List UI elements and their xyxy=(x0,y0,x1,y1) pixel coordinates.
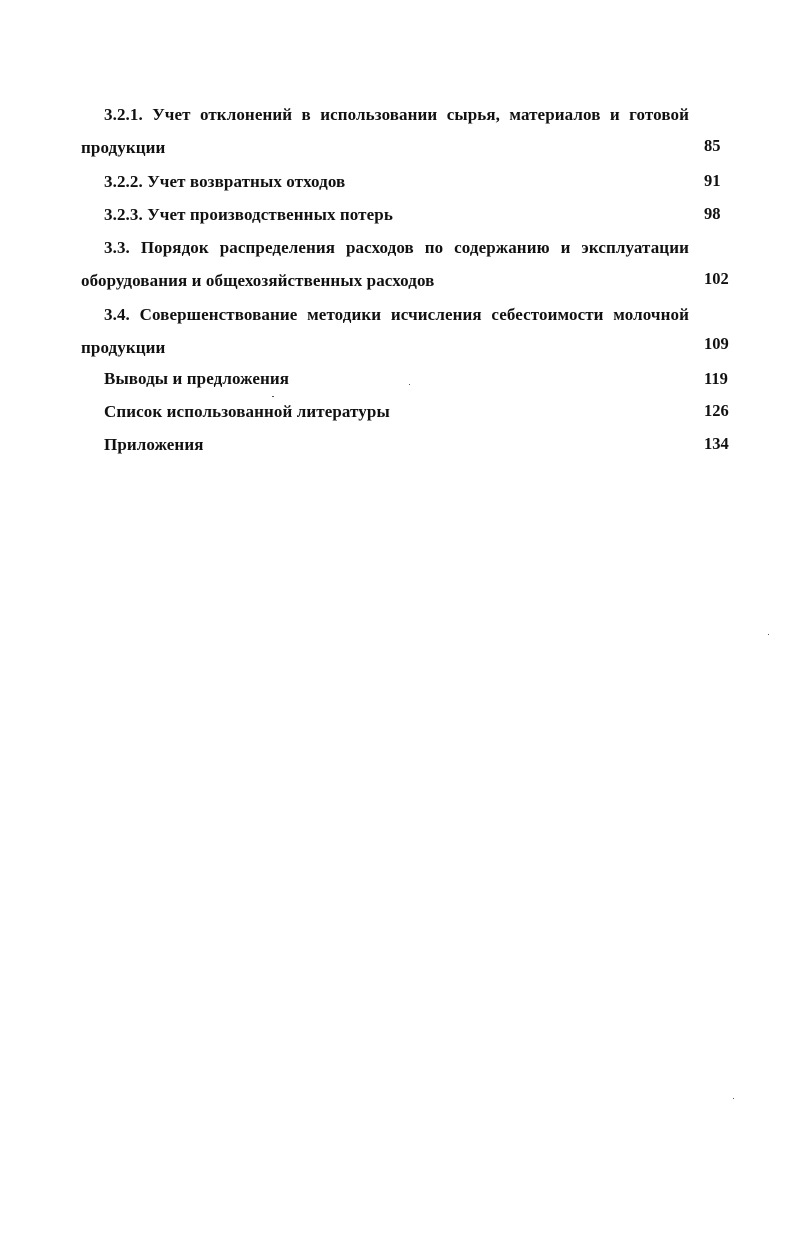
toc-page-number: 98 xyxy=(704,204,721,223)
toc-entry-3-3-line1: 3.3. Порядок распределения расходов по содержанию и эксплуатации xyxy=(104,238,689,257)
toc-entry-3-2-1-line2: продукции xyxy=(81,138,166,157)
toc-entry-3-4-line2: продукции xyxy=(81,338,166,357)
scan-speck xyxy=(272,396,274,397)
toc-entry-references: Список использованной литературы xyxy=(104,402,390,421)
toc-entry-3-3-line2: оборудования и общехозяйственных расходов xyxy=(81,271,435,290)
toc-page-number: 119 xyxy=(704,369,728,388)
toc-page-number: 102 xyxy=(704,269,729,288)
toc-page-number: 85 xyxy=(704,136,721,155)
toc-page-number: 126 xyxy=(704,401,729,420)
toc-entry-3-2-2: 3.2.2. Учет возвратных отходов xyxy=(104,172,346,191)
toc-entry-conclusions: Выводы и предложения xyxy=(104,369,290,388)
toc-entry-3-4-line1: 3.4. Совершенствование методики исчисления себестоимости молочной xyxy=(104,305,689,324)
toc-entry-3-2-3: 3.2.3. Учет производственных потерь xyxy=(104,205,393,224)
scan-speck xyxy=(409,384,410,385)
scan-speck xyxy=(733,1098,734,1099)
toc-entry-3-2-1-line1: 3.2.1. Учет отклонений в использовании сырья, материалов и готовой xyxy=(104,105,689,124)
toc-page-number: 134 xyxy=(704,434,729,453)
toc-entry-appendices: Приложения xyxy=(104,435,204,454)
toc-page-number: 109 xyxy=(704,334,729,353)
toc-page-number: 91 xyxy=(704,171,721,190)
scan-speck xyxy=(768,634,769,635)
